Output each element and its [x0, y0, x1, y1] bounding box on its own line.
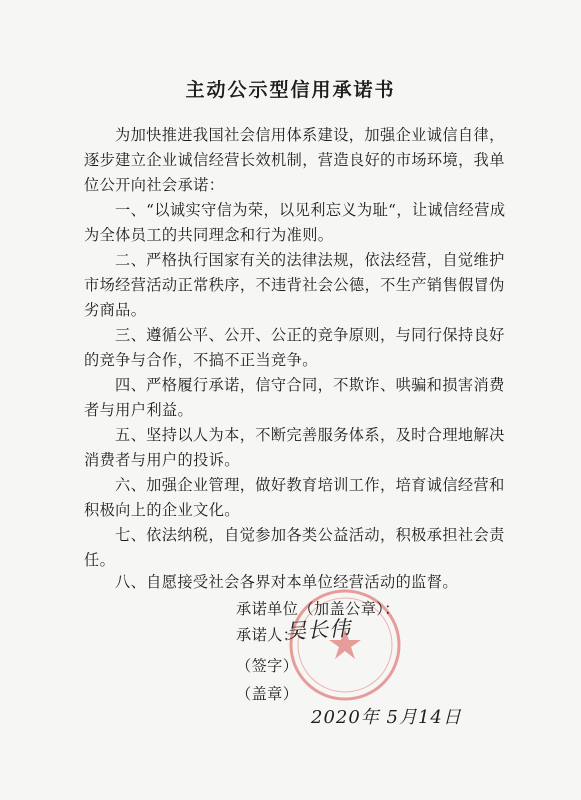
paragraph-item-5: 五、坚持以人为本，不断完善服务体系，及时合理地解决消费者与用户的投诉。: [84, 426, 505, 469]
paragraph-item-4: 四、严格履行承诺，信守合同，不欺诈、哄骗和损害消费者与用户利益。: [84, 376, 505, 419]
stamp-note: （盖章）: [236, 685, 299, 703]
handwritten-signature: 吴长伟: [284, 616, 352, 644]
promise-unit-label: 承诺单位（加盖公章）：: [236, 600, 400, 618]
paragraph-item-1: 一、“以诚实守信为荣，以见利忘义为耻“，让诚信经营成为全体员工的共同理念和行为准则。: [84, 201, 506, 244]
paragraph-intro: 为加快推进我国社会信用体系建设，加强企业诚信自律，逐步建立企业诚信经营长效机制，营造良好的市场环境，我单位公开向社会承诺：: [84, 126, 505, 194]
paragraph-item-2: 二、严格执行国家有关的法律法规，依法经营，自觉维护市场经营活动正常秩序，不违背社会公德，不生产销售假冒伪劣商品。: [84, 251, 505, 319]
paragraph-item-8: 八、自愿接受社会各界对本单位经营活动的监督。: [115, 573, 458, 591]
sign-note: （签字）: [236, 657, 299, 675]
paragraph-item-7: 七、依法纳税，自觉参加各类公益活动，积极承担社会责任。: [84, 526, 505, 569]
handwritten-date: 2020年 5月14日: [311, 707, 462, 728]
document-title: 主动公示型信用承诺书: [185, 79, 396, 101]
promisor-label: 承诺人：: [236, 626, 299, 644]
paragraph-item-3: 三、遵循公平、公开、公正的竞争原则，与同行保持良好的竞争与合作，不搞不正当竞争。: [84, 326, 505, 369]
paragraph-item-6: 六、加强企业管理，做好教育培训工作，培育诚信经营和积极向上的企业文化。: [84, 476, 505, 519]
